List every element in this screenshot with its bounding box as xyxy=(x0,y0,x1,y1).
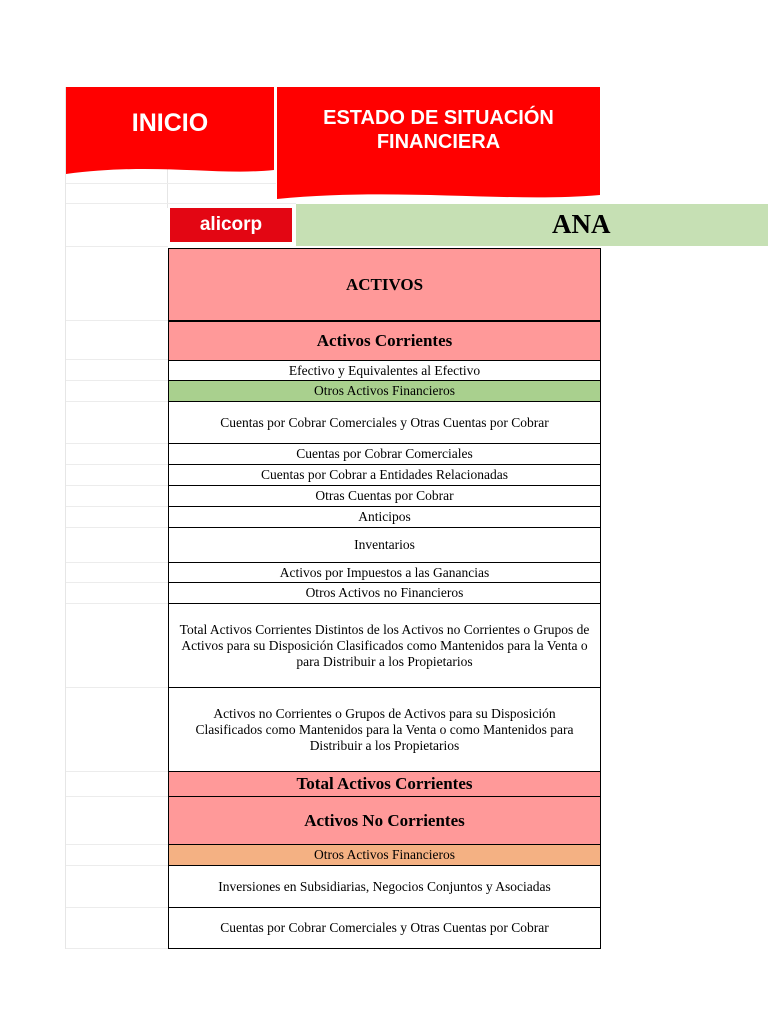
table-row xyxy=(168,865,601,908)
row-label: Activos Corrientes xyxy=(316,331,453,350)
row-label: ACTIVOS xyxy=(345,274,424,294)
row-label: Otros Activos no Financieros xyxy=(305,585,464,600)
grid-line xyxy=(66,527,168,528)
row-label: Otros Activos Financieros xyxy=(314,847,455,862)
estado-label-line1: ESTADO DE SITUACIÓN xyxy=(323,107,554,129)
table-row xyxy=(168,582,601,604)
grid-line xyxy=(66,359,168,360)
row-label: Activos No Corrientes xyxy=(304,810,465,830)
table-row xyxy=(168,380,601,402)
total-activos-corrientes-row xyxy=(168,771,601,797)
section-header-activos-corrientes xyxy=(168,321,601,361)
table-row xyxy=(168,844,601,866)
grid-line xyxy=(66,506,168,507)
table-row xyxy=(168,485,601,507)
title-bar xyxy=(296,204,768,246)
logo-text: alicorp xyxy=(199,214,263,235)
page-title: ANA xyxy=(552,209,611,239)
row-label: Efectivo y Equivalentes al Efectivo xyxy=(288,362,481,378)
grid-line xyxy=(66,603,168,604)
banner-wave-shape xyxy=(66,160,274,176)
inicio-label: INICIO xyxy=(131,109,209,137)
table-row xyxy=(168,562,601,583)
table-row xyxy=(168,401,601,444)
grid-line xyxy=(66,844,168,845)
row-label: Cuentas por Cobrar a Entidades Relacionadas xyxy=(260,467,509,482)
row-label: Anticipos xyxy=(358,509,411,524)
table-row xyxy=(168,506,601,528)
row-label: Otros Activos Financieros xyxy=(314,383,455,398)
grid-line xyxy=(66,907,168,908)
grid-line xyxy=(66,582,168,583)
row-label: Cuentas por Cobrar Comerciales y Otras Cuentas por Cobrar xyxy=(220,414,549,430)
table-row xyxy=(168,527,601,563)
table-row xyxy=(168,443,601,465)
banner-wave-shape xyxy=(277,187,600,203)
grid-line xyxy=(66,771,168,772)
table-row xyxy=(168,603,601,688)
row-label: Inventarios xyxy=(354,537,415,552)
grid-line xyxy=(66,183,276,184)
table-row xyxy=(168,907,601,949)
grid-line xyxy=(66,485,168,486)
grid-line xyxy=(66,948,168,949)
table-row xyxy=(168,687,601,772)
section-header-activos-no-corrientes xyxy=(168,796,601,845)
estado-label-line2: FINANCIERA xyxy=(376,131,501,153)
grid-line xyxy=(66,401,168,402)
grid-line xyxy=(66,865,168,866)
grid-line xyxy=(66,464,168,465)
row-label: Activos no Corrientes o Grupos de Activos para su Disposición Clasificados como Mantenidos para la Venta o como Mantenidos para Distribuir a los Propietarios xyxy=(195,705,574,753)
grid-line xyxy=(66,320,168,321)
estado-situacion-button[interactable] xyxy=(277,87,600,189)
row-label: Inversiones en Subsidiarias, Negocios Conjuntos y Asociadas xyxy=(218,878,551,894)
row-label: Activos por Impuestos a las Ganancias xyxy=(279,564,490,580)
grid-line xyxy=(66,246,168,247)
grid-line xyxy=(66,562,168,563)
section-header-activos xyxy=(168,248,601,321)
grid-line xyxy=(66,203,296,204)
row-label: Total Activos Corrientes xyxy=(296,774,473,793)
inicio-button[interactable] xyxy=(66,87,274,162)
row-label: Cuentas por Cobrar Comerciales y Otras Cuentas por Cobrar xyxy=(220,920,549,935)
table-row xyxy=(168,464,601,486)
table-row xyxy=(168,360,601,381)
row-label: Total Activos Corrientes Distintos de los Activos no Corrientes o Grupos de Activos para su Disposición Clasificados como Mantenidos para la Venta o para Distribuir a los Propietarios xyxy=(179,621,590,669)
row-label: Cuentas por Cobrar Comerciales xyxy=(296,446,473,461)
grid-line xyxy=(66,380,168,381)
grid-line xyxy=(66,443,168,444)
alicorp-logo xyxy=(169,207,293,243)
grid-line xyxy=(66,796,168,797)
row-label: Otras Cuentas por Cobrar xyxy=(315,488,454,503)
grid-line xyxy=(65,87,66,949)
grid-line xyxy=(66,687,168,688)
